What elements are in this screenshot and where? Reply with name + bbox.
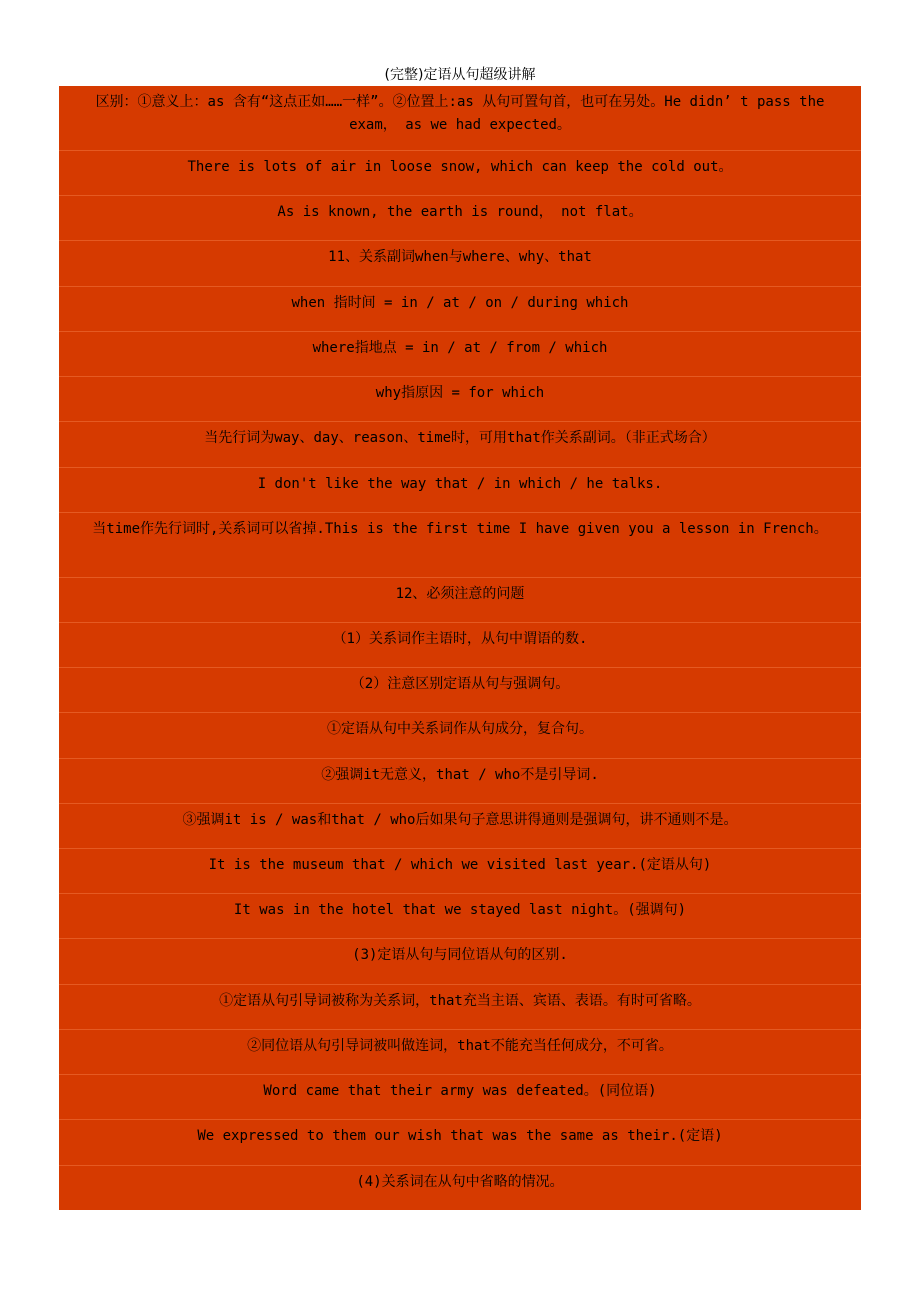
table-row: Word came that their army was defeated。(同位语)	[59, 1075, 861, 1120]
table-row: There is lots of air in loose snow, which can keep the cold out。	[59, 151, 861, 196]
table-row: 11、关系副词when与where、why、that	[59, 241, 861, 286]
table-row: where指地点 = in / at / from / which	[59, 332, 861, 377]
table-row: I don't like the way that / in which / he talks.	[59, 468, 861, 513]
page-title: (完整)定语从句超级讲解	[384, 67, 536, 83]
table-row: 当先行词为way、day、reason、time时，可用that作关系副词。（非正式场合）	[59, 422, 861, 467]
table-row: ③强调it is / was和that / who后如果句子意思讲得通则是强调句，讲不通则不是。	[59, 804, 861, 849]
table-row: why指原因 = for which	[59, 377, 861, 422]
table-row: (3)定语从句与同位语从句的区别.	[59, 939, 861, 984]
table-row: ②同位语从句引导词被叫做连词，that不能充当任何成分，不可省。	[59, 1030, 861, 1075]
table-row: It was in the hotel that we stayed last night。(强调句)	[59, 894, 861, 939]
table-row: 12、必须注意的问题	[59, 578, 861, 623]
table-row: (4)关系词在从句中省略的情况。	[356, 1173, 564, 1190]
table-row: when 指时间 = in / at / on / during which	[59, 287, 861, 332]
table-row: （2）注意区别定语从句与强调句。	[59, 668, 861, 713]
table-row: It is the museum that / which we visited last year.(定语从句)	[59, 849, 861, 894]
table-row: 区别：①意义上：as 含有“这点正如……一样”。②位置上:as 从句可置句首，也可在另处。He didn’ t pass the exam， as we had expected。	[59, 86, 861, 151]
table-row: （1）关系词作主语时，从句中谓语的数.	[59, 623, 861, 668]
table-row: ①定语从句中关系词作从句成分，复合句。	[59, 713, 861, 758]
table-row: ②强调it无意义，that / who不是引导词.	[59, 759, 861, 804]
table-row: ①定语从句引导词被称为关系词，that充当主语、宾语、表语。有时可省略。	[59, 985, 861, 1030]
table-row: As is known, the earth is round， not flat。	[59, 196, 861, 241]
table-row: We expressed to them our wish that was the same as their.(定语)	[59, 1120, 861, 1165]
content-table	[59, 86, 861, 1210]
table-row: 当time作先行词时,关系词可以省掉.This is the first time I have given you a lesson in French。	[59, 513, 861, 578]
